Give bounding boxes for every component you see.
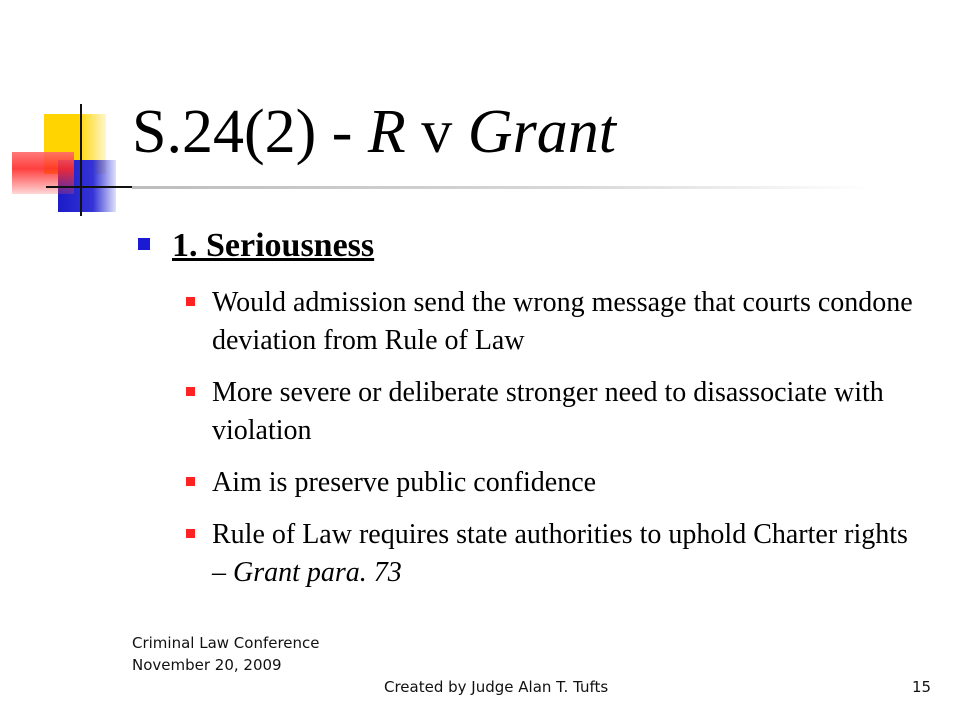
slide-content (132, 222, 922, 592)
sub-bullet-text: Would admission send the wrong message that courts condone deviation from Rule of Law (212, 287, 913, 356)
sub-bullet-text: Rule of Law requires state authorities to uphold Charter rights – (212, 519, 908, 588)
title-mid: v (405, 98, 468, 166)
slide-title (132, 92, 616, 172)
title-italic-r: R (367, 98, 406, 166)
heading-text: 1. Seriousness (172, 227, 375, 264)
heading-bullet (132, 222, 922, 270)
square-bullet-icon (186, 387, 195, 396)
footer-date: November 20, 2009 (132, 656, 282, 674)
square-bullet-icon (186, 477, 195, 486)
sub-bullet (212, 374, 922, 450)
footer-conference-info (132, 632, 352, 676)
sub-bullet-text: Aim is preserve public confidence (212, 467, 597, 498)
title-plain: S.24(2) - (132, 98, 368, 166)
square-bullet-icon (186, 297, 195, 306)
footer-page-number: 15 (912, 678, 932, 696)
title-italic-grant: Grant (467, 98, 616, 166)
footer-conference: Criminal Law Conference (132, 634, 320, 652)
sub-bullet-citation: Grant para. 73 (233, 557, 402, 588)
sub-bullet (212, 464, 922, 502)
logo-vertical-line (80, 104, 82, 216)
title-underline-rule (132, 186, 872, 189)
square-bullet-icon (186, 529, 195, 538)
decorative-logo (0, 0, 140, 230)
sub-bullet-text: More severe or deliberate stronger need to disassociate with violation (212, 377, 884, 446)
square-bullet-icon (138, 238, 150, 250)
sub-bullet (212, 516, 922, 592)
footer-author: Created by Judge Alan T. Tufts (384, 678, 609, 696)
sub-bullet (212, 284, 922, 360)
logo-horizontal-line (46, 186, 136, 188)
